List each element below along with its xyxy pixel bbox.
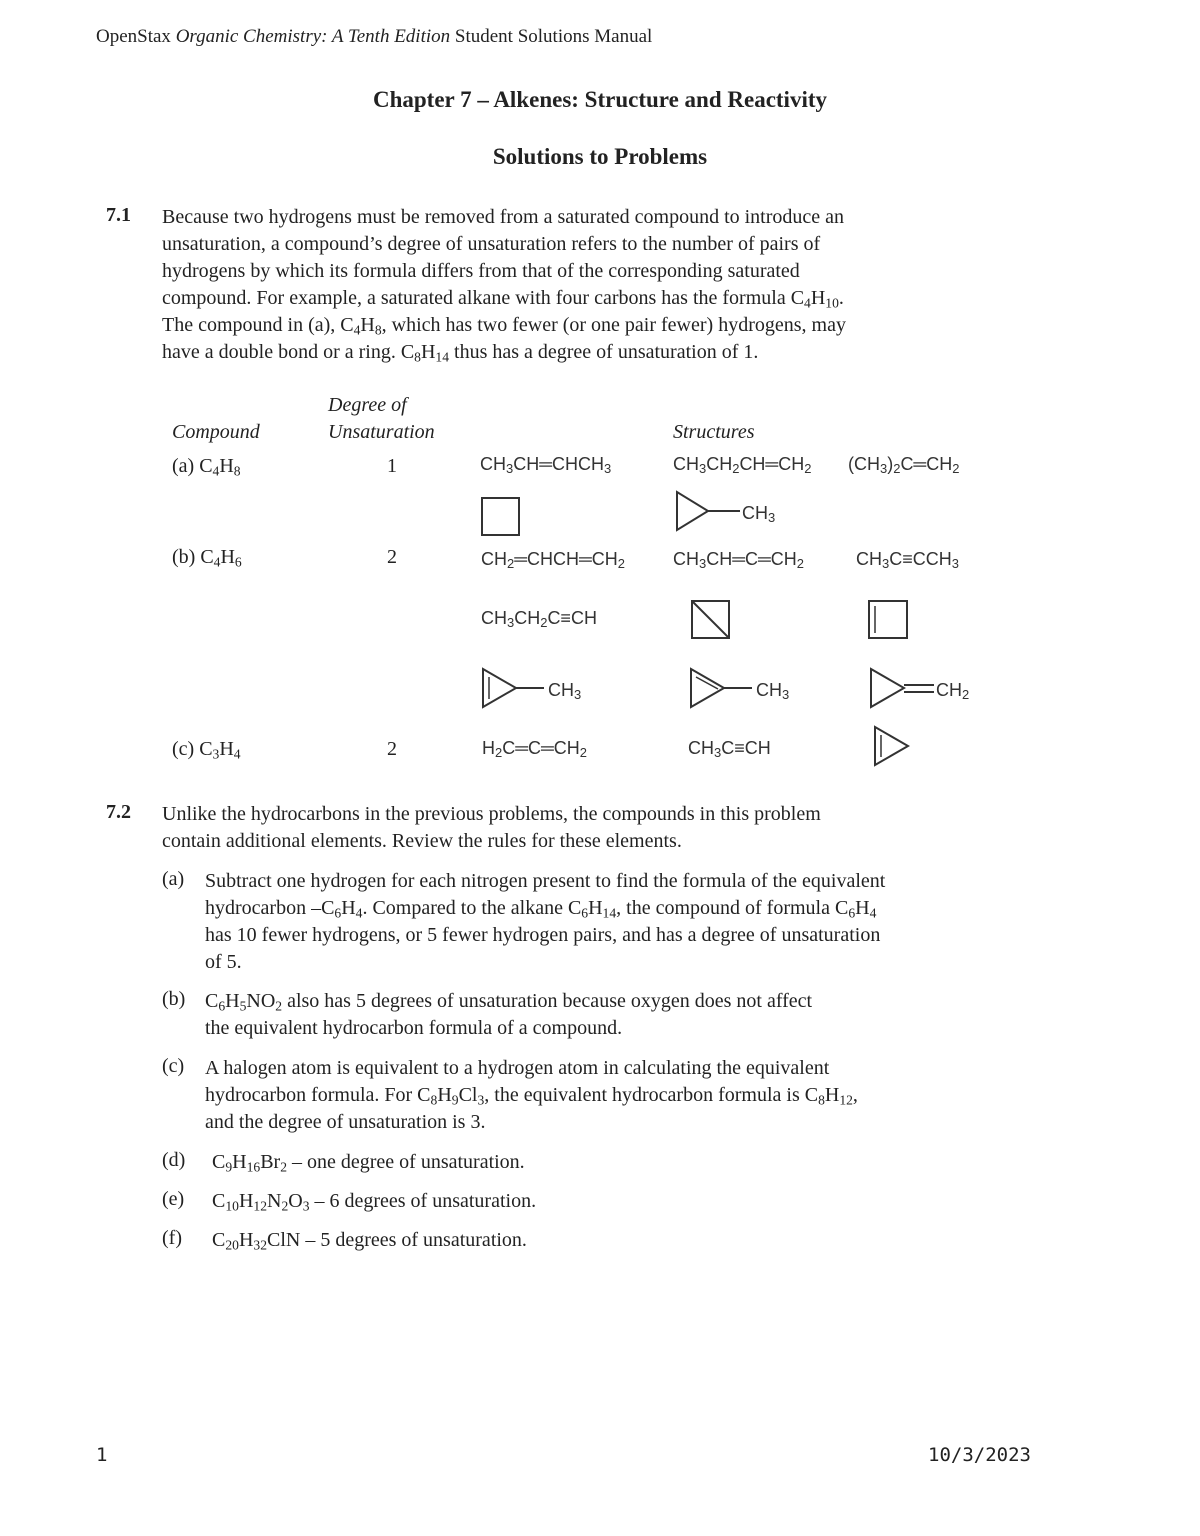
page-number: 1 [96,1444,108,1466]
methylenecyclopropane-drawing [870,667,940,711]
structure-1-2-butadiene: $CH_3CH═C═CH_2$ [673,549,804,572]
row-a-degree: 1 [387,455,397,477]
cyclopropene-drawing [874,725,914,767]
methyl-label: $CH_3$ [742,503,776,526]
section-title: Solutions to Problems [492,144,708,169]
structure-1-butyne: $CH_3CH_2C\equiv CH$ [481,608,597,631]
row-b-label: (b) $C_4H_6$ [172,546,242,570]
methyl-label-2: $CH_3$ [548,680,582,703]
col-header-degree-1: Degree of [328,394,407,416]
row-c-degree: 2 [387,738,397,760]
item-b-text: $C_6H_5NO_2$ also has 5 degrees of unsaturation because oxygen does not affect the equivalent hydrocarbon formula of a compound. [205,990,813,1039]
problem-7-1-text [162,204,1022,366]
methylcyclopropene-1-drawing [482,667,552,711]
item-c-label: (c) [162,1055,185,1077]
item-f-label: (f) [162,1227,182,1249]
item-d-text: $C_9H_{16}Br_2$ – one degree of unsaturation. [212,1151,525,1175]
header-prefix: OpenStax [96,26,176,47]
cyclobutene-drawing [868,600,910,640]
chapter-title: Chapter 7 – Alkenes: Structure and Reactivity [372,87,827,112]
item-c-text: A halogen atom is equivalent to a hydrogen atom in calculating the equivalent hydrocarbon formula. For $C_8H_9Cl_3$, the equivalent hydrocarbon formula is $C_8H_{12}$, and the degree of unsaturation is 3. [205,1057,858,1133]
running-header [96,26,652,48]
structure-1-3-butadiene: $CH_2═CHCH═CH_2$ [481,549,625,572]
methylcyclopropene-3-drawing [690,667,760,711]
p72-line: Unlike the hydrocarbons in the previous problems, the compounds in this problem [162,803,821,825]
methylene-label: $CH_2$ [936,680,970,703]
p71-line: compound. For example, a saturated alkane with four carbons has the formula $C_4H_{10}$. [162,287,844,311]
item-e-label: (e) [162,1188,185,1210]
row-a-label: (a) $C_4H_8$ [172,455,241,479]
p71-line: Because two hydrogens must be removed from a saturated compound to introduce an [162,206,845,228]
header-suffix: Student Solutions Manual [450,26,653,47]
structure-2-butyne: $CH_3C\equiv CCH_3$ [856,549,959,572]
structure-propyne: $CH_3C\equiv CH$ [688,738,771,761]
item-e-text: $C_{10}H_{12}N_2O_3 - 6$ degrees of unsaturation. [212,1190,537,1214]
item-a-text: Subtract one hydrogen for each nitrogen present to find the formula of the equivalent hydrocarbon $-C_6H_4$. Compared to the alkane $C_6H_{14}$, the compound of formula $C_6H_4$ has 10 fewer hydrogens, or 5 fewer hydrogen pairs, and has a degree of unsaturation of 5. [205,870,886,973]
structure-allene: $H_2C═C═CH_2$ [482,738,587,761]
p71-line: unsaturation, a compound’s degree of unsaturation refers to the number of pairs of [162,233,821,255]
col-header-compound: Compound [172,421,260,443]
item-a-label: (a) [162,868,185,890]
p71-line: hydrogens by which its formula differs from that of the corresponding saturated [162,260,800,282]
problem-7-2-intro [162,801,1022,855]
structure-1-butene: $CH_3CH_2CH═CH_2$ [673,454,812,477]
item-f-text: $C_{20}H_{32}ClN - 5$ degrees of unsaturation. [212,1229,527,1253]
p72-line: contain additional elements. Review the rules for these elements. [162,830,682,852]
col-header-degree-2: Unsaturation [328,421,435,443]
row-b-degree: 2 [387,546,397,568]
item-b-label: (b) [162,988,186,1010]
item-d-label: (d) [162,1149,186,1171]
p71-line: The compound in (a), $C_4H_8$, which has two fewer (or one pair fewer) hydrogens, may [162,314,846,338]
problem-number-7-2: 7.2 [106,801,131,823]
cyclobutane-drawing [481,497,521,537]
col-header-structures: Structures [673,421,755,443]
methylcyclopropane-drawing [676,490,746,534]
problem-number-7-1: 7.1 [106,204,131,226]
p71-line: have a double bond or a ring. $C_8H_{14}$ thus has a degree of unsaturation of 1. [162,341,759,365]
methyl-label-3: $CH_3$ [756,680,790,703]
footer-date: 10/3/2023 [928,1444,1031,1466]
structure-isobutene: $(CH_3)_2C═CH_2$ [848,454,960,477]
bicyclobutane-drawing [691,600,731,640]
row-c-label: (c) $C_3H_4$ [172,738,241,762]
structure-2-butene: $CH_3CH═CHCH_3$ [480,454,612,477]
header-book-title: Organic Chemistry: A Tenth Edition [175,26,451,47]
